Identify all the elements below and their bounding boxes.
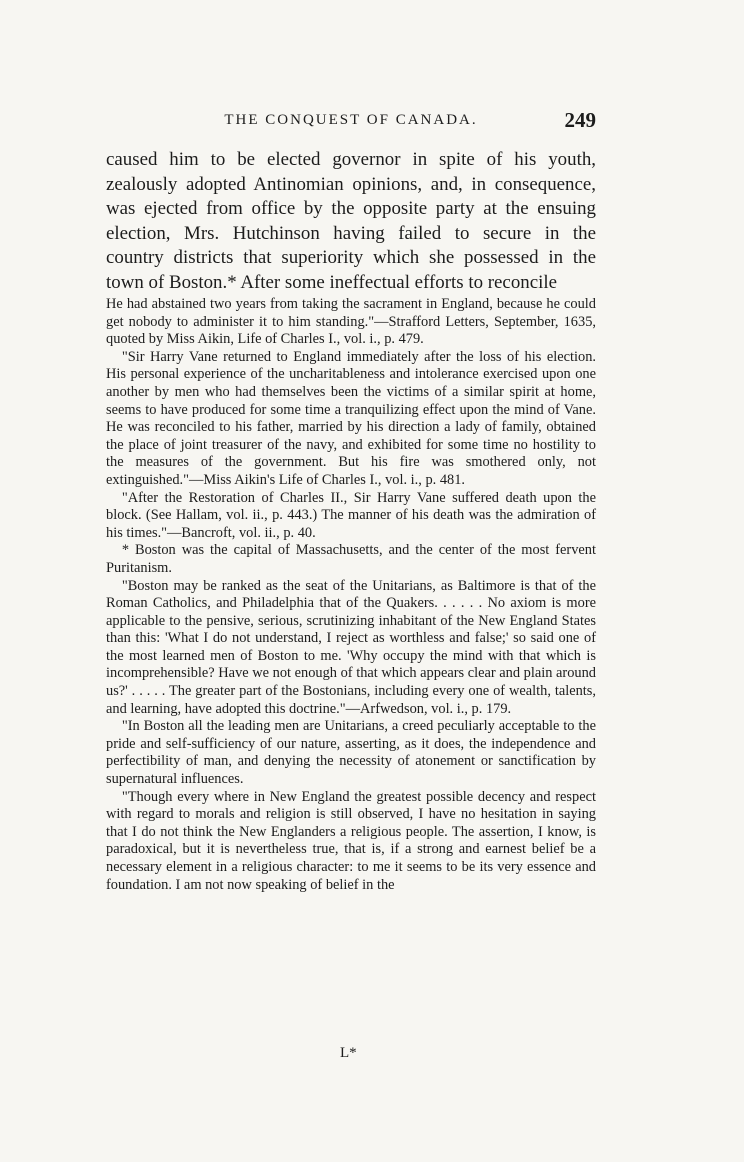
footnote-paragraph: "Though every where in New England the greatest possible decency and respect with regard to morals and religion is still observed, I have no hesitation in saying that I do not think the New Englanders a religious people. The assertion, I know, is paradoxical, but it is nevertheless true, that is, if a strong and earnest belief be a necessary element in a religious character: to me it seems to be its very essence and foundation. I am not now speaking of belief in the xyxy=(106,788,596,893)
main-text xyxy=(106,148,596,296)
footnote-paragraph: "Boston may be ranked as the seat of the Unitarians, as Baltimore is that of the Roman Catholics, and Philadelphia that of the Quakers. . . . . . No axiom is more applicable to the pensive, serious, scrutinizing inhabitant of the New England States than this: 'What I do not understand, I reject as worthless and false;' so said one of the most learned men of Boston to me. 'Why occupy the mind with that which is incomprehensible? Have we not enough of that which appears clear and plain around us?' . . . . . The greater part of the Bostonians, including every one of wealth, talents, and learning, have adopted this doctrine."—Arfwedson, vol. i., p. 179. xyxy=(106,577,596,717)
footnotes xyxy=(106,296,596,894)
page-header xyxy=(106,108,596,134)
footnote-paragraph: "Sir Harry Vane returned to England immediately after the loss of his election. His personal experience of the uncharitableness and intolerance exercised upon one another by men who had themselves been the victims of a similar spirit at home, seems to have produced for some time a tranquilizing effect upon the mind of Vane. He was reconciled to his father, married by his direction a lady of family, obtained the place of joint treasurer of the navy, and exhibited for some time no hostility to the measures of the government. But his fire was smothered only, not extinguished."—Miss Aikin's Life of Charles I., vol. i., p. 481. xyxy=(106,348,596,488)
main-text-line: zealously adopted Antinomian opinions, and, in consequence, xyxy=(106,173,596,195)
page-number: 249 xyxy=(564,108,596,132)
main-text-line: election, Mrs. Hutchinson having failed to secure in the xyxy=(106,222,596,244)
main-text-line: country districts that superiority which she possessed in the xyxy=(106,247,596,269)
running-title: THE CONQUEST OF CANADA. xyxy=(224,112,478,128)
main-text-line: was ejected from office by the opposite party at the ensuing xyxy=(106,198,596,220)
footnote-paragraph: * Boston was the capital of Massachusetts, and the center of the most fervent Puritanism. xyxy=(106,542,596,576)
footnote-paragraph: He had abstained two years from taking the sacrament in England, because he could get nobody to administer it to him standing."—Strafford Letters, September, 1635, quoted by Miss Aikin, Life of Charles I., vol. i., p. 479. xyxy=(106,296,596,348)
footnote-paragraph: "In Boston all the leading men are Unitarians, a creed peculiarly acceptable to the pride and self-sufficiency of our nature, asserting, as it does, the independence and perfectibility of man, and denying the necessity of atonement or sanctification by supernatural influences. xyxy=(106,718,596,788)
footnote-paragraph: "After the Restoration of Charles II., Sir Harry Vane suffered death upon the block. (See Hallam, vol. ii., p. 443.) The manner of his death was the admiration of his times."—Bancroft, vol. ii., p. 40. xyxy=(106,489,596,541)
main-text-line: town of Boston.* After some ineffectual efforts to reconcile xyxy=(106,271,557,293)
main-text-line: caused him to be elected governor in spite of his youth, xyxy=(106,149,596,170)
signature-mark: L* xyxy=(340,1045,357,1061)
